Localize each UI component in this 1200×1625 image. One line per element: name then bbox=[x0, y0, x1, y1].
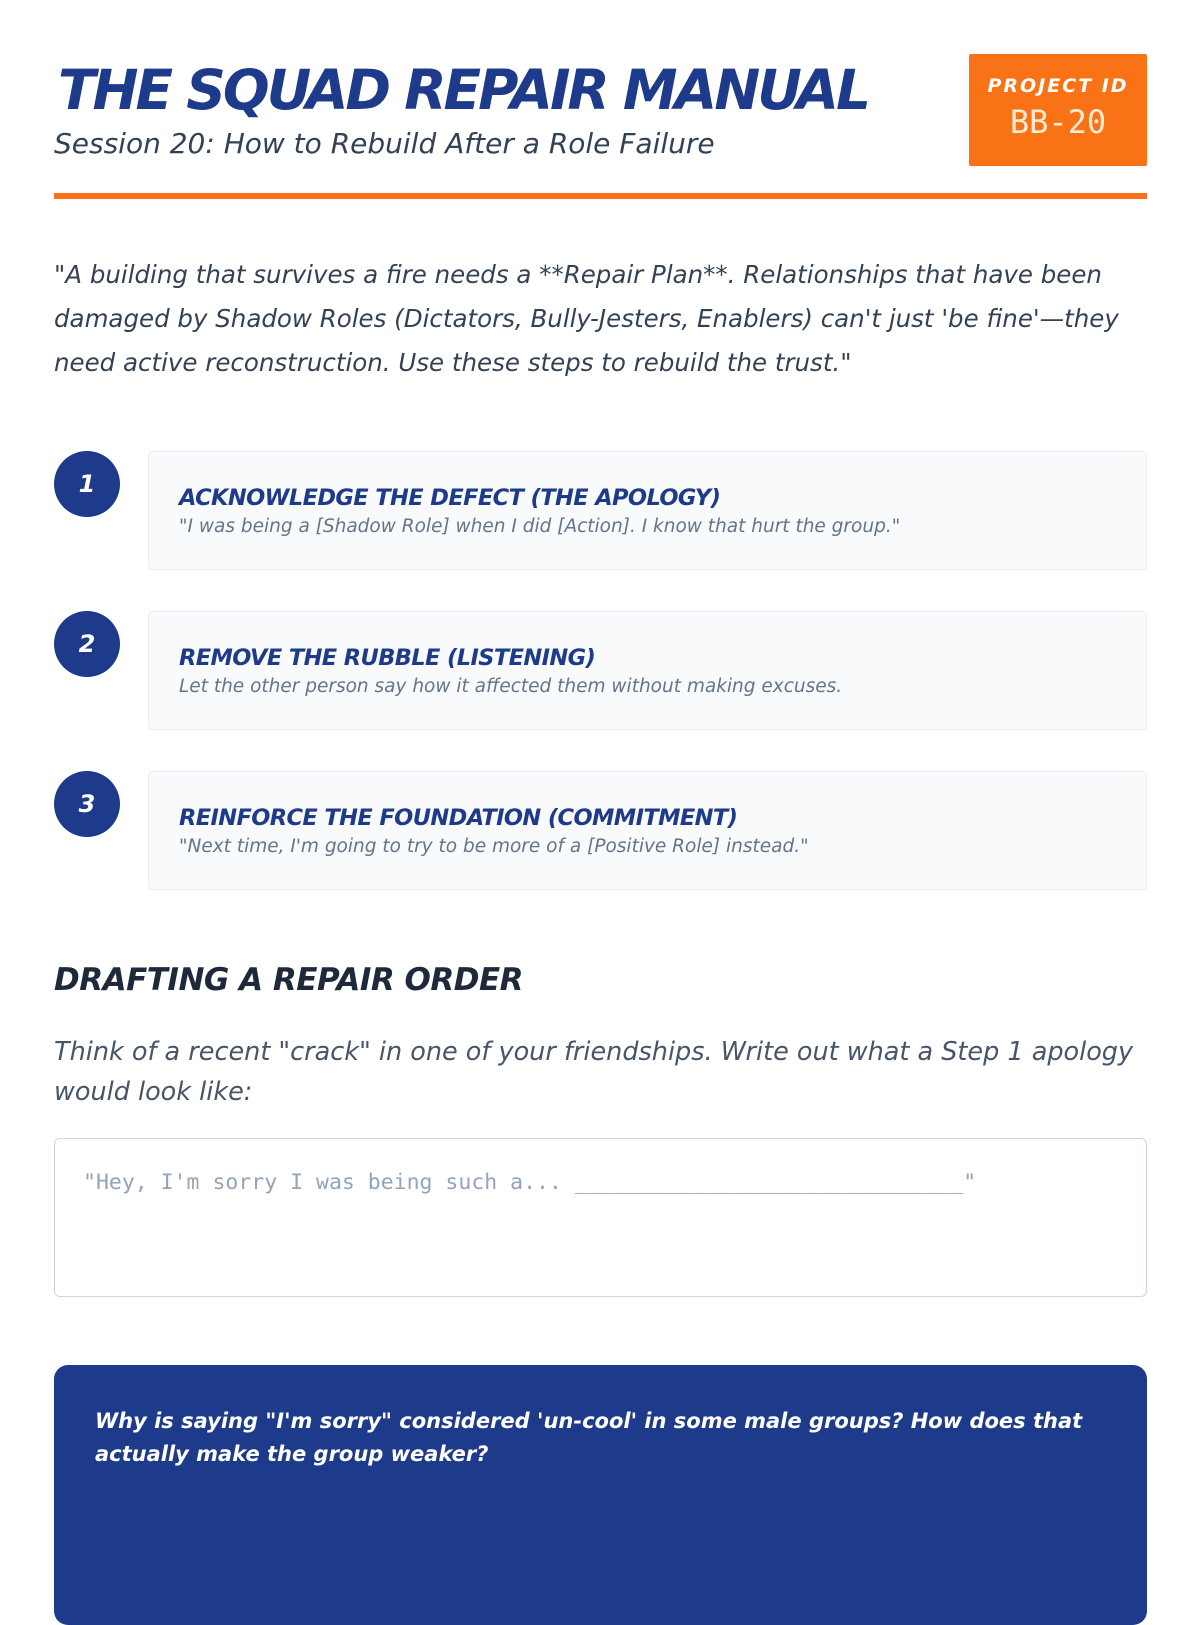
drafting-heading: DRAFTING A REPAIR ORDER bbox=[54, 962, 524, 998]
drafting-prompt: Think of a recent "crack" in one of your friendships. Write out what a Step 1 apology would look like: bbox=[54, 1037, 1134, 1107]
apology-writing-box[interactable] bbox=[54, 1138, 1147, 1297]
step-card bbox=[148, 451, 1147, 570]
apology-template-line: "Hey, I'm sorry I was being such a... ______________________________" bbox=[83, 1170, 977, 1195]
step-title: REMOVE THE RUBBLE (LISTENING) bbox=[179, 645, 596, 671]
step-description: Let the other person say how it affected them without making excuses. bbox=[179, 676, 843, 697]
step-number-badge: 3 bbox=[54, 771, 120, 837]
project-id-label: PROJECT ID bbox=[987, 75, 1129, 97]
session-subtitle: Session 20: How to Rebuild After a Role Failure bbox=[54, 127, 715, 160]
project-id-badge bbox=[969, 54, 1147, 166]
discussion-box bbox=[54, 1365, 1147, 1625]
step-title: REINFORCE THE FOUNDATION (COMMITMENT) bbox=[179, 805, 738, 831]
step-number-badge: 1 bbox=[54, 451, 120, 517]
step-description: "I was being a [Shadow Role] when I did [Action]. I know that hurt the group." bbox=[179, 516, 901, 537]
page-title: THE SQUAD REPAIR MANUAL bbox=[58, 58, 869, 122]
step-card bbox=[148, 771, 1147, 890]
header bbox=[54, 54, 1147, 166]
intro-quote: "A building that survives a fire needs a **Repair Plan**. Relationships that have been damaged by Shadow Roles (Dictators, Bully-Jesters, Enablers) can't just 'be fine'—they need active reconstruction. Use these steps to rebuild the trust." bbox=[54, 260, 1119, 377]
step-2 bbox=[54, 611, 1147, 731]
step-number-badge: 2 bbox=[54, 611, 120, 677]
worksheet-page bbox=[54, 0, 1147, 1600]
step-3 bbox=[54, 771, 1147, 891]
step-description: "Next time, I'm going to try to be more of a [Positive Role] instead." bbox=[179, 836, 809, 857]
step-1 bbox=[54, 451, 1147, 571]
header-divider bbox=[54, 193, 1147, 199]
project-id-value: BB-20 bbox=[1009, 103, 1107, 141]
step-title: ACKNOWLEDGE THE DEFECT (THE APOLOGY) bbox=[179, 485, 721, 511]
discussion-question: Why is saying "I'm sorry" considered 'un-cool' in some male groups? How does that actually make the group weaker? bbox=[95, 1409, 1083, 1466]
step-card bbox=[148, 611, 1147, 730]
